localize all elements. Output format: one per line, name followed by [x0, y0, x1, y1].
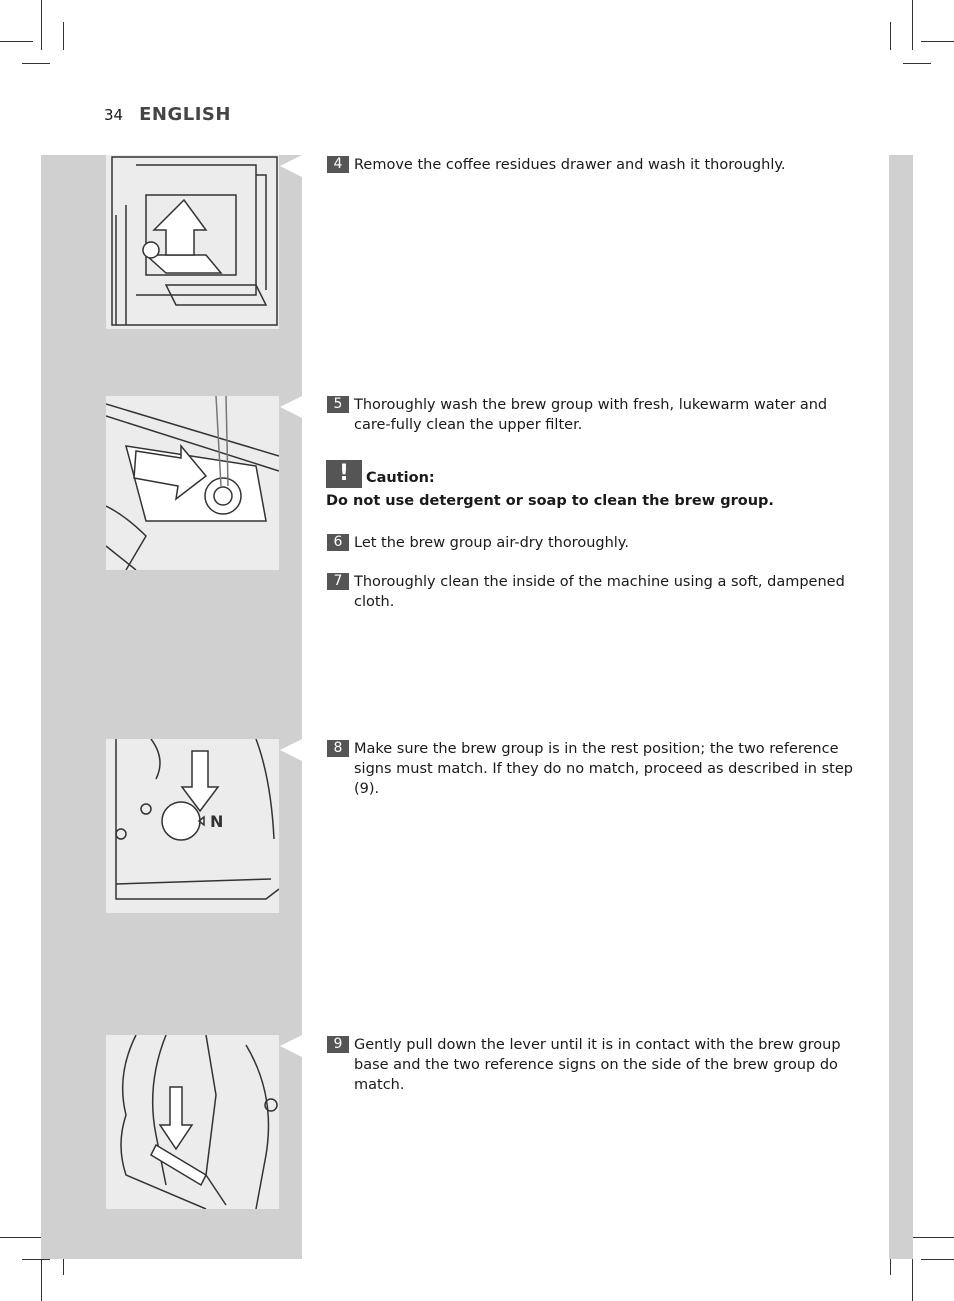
brew-group-washing-illustration	[106, 396, 279, 570]
step-4	[327, 155, 855, 175]
crop-mark	[912, 0, 913, 50]
language-heading: ENGLISH	[139, 104, 231, 125]
reference-sign-label: N	[210, 812, 224, 831]
step-number-badge: 8	[327, 740, 349, 757]
step-text: Remove the coffee residues drawer and wash it thoroughly.	[354, 157, 786, 173]
rest-position-illustration	[106, 739, 279, 913]
step-text: Thoroughly clean the inside of the machine using a soft, dampened cloth.	[354, 574, 845, 610]
warning-icon: !	[326, 460, 362, 488]
caution-title: Caution:	[366, 470, 435, 486]
caution-body: Do not use detergent or soap to clean the brew group.	[326, 493, 774, 509]
step-pointer	[280, 155, 302, 177]
step-8	[327, 739, 855, 799]
step-number-badge: 4	[327, 156, 349, 173]
step-text: Let the brew group air-dry thoroughly.	[354, 535, 629, 551]
crop-mark	[921, 41, 954, 42]
lever-pull-illustration	[106, 1035, 279, 1209]
step-6	[327, 533, 855, 553]
step-pointer	[280, 739, 302, 761]
step-text: Thoroughly wash the brew group with fresh, lukewarm water and care-fully clean the upper filter.	[354, 397, 828, 433]
caution-block	[326, 460, 866, 512]
drawer-removal-illustration	[106, 155, 279, 329]
crop-mark	[0, 41, 33, 42]
crop-mark	[921, 1259, 954, 1260]
step-number-badge: 6	[327, 534, 349, 551]
page-header	[104, 104, 231, 125]
step-text: Make sure the brew group is in the rest position; the two reference signs must match. If they do no match, proceed as described in step (9).	[354, 741, 853, 797]
step-number-badge: 5	[327, 396, 349, 413]
step-pointer	[280, 1035, 302, 1057]
step-number-badge: 9	[327, 1036, 349, 1053]
step-number-badge: 7	[327, 573, 349, 590]
step-text: Gently pull down the lever until it is in contact with the brew group base and the two reference signs on the side of the brew group do match.	[354, 1037, 841, 1093]
right-edge-band	[889, 155, 913, 1259]
crop-mark	[22, 63, 50, 64]
step-7	[327, 572, 855, 612]
crop-mark	[22, 1259, 50, 1260]
crop-mark	[63, 22, 64, 50]
crop-mark	[41, 0, 42, 50]
page-number: 34	[104, 106, 124, 124]
step-9	[327, 1035, 855, 1095]
crop-mark	[890, 22, 891, 50]
step-pointer	[280, 396, 302, 418]
step-5	[327, 395, 855, 435]
crop-mark	[903, 63, 931, 64]
